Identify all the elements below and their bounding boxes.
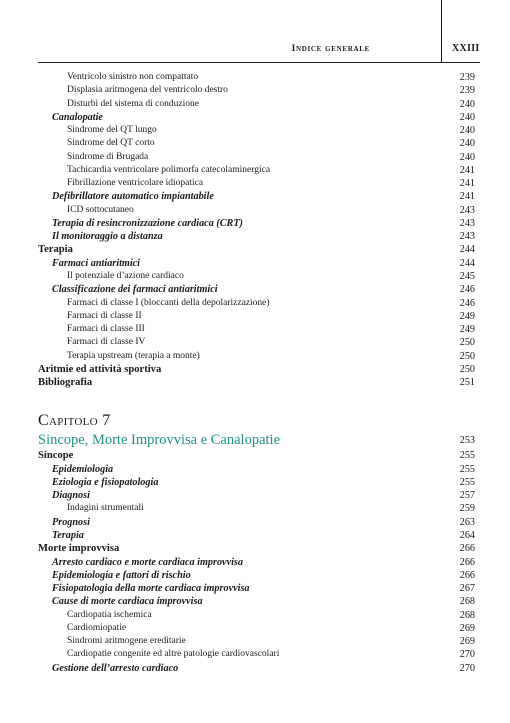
table-of-contents [38,71,475,675]
toc-entry[interactable] [38,257,475,270]
toc-entry-page: 251 [459,377,475,389]
toc-entry-title: Terapia [52,529,84,541]
toc-entry[interactable] [38,476,475,489]
chapter-label: Capitolo 7 [38,412,111,430]
toc-entry[interactable] [38,243,475,256]
toc-entry-title: Cardiomiopatie [67,622,127,633]
toc-entry-page: 240 [459,138,475,150]
toc-entry-title: Terapia di resincronizzazione cardiaca (CRT) [52,217,243,229]
toc-entry-title: Aritmie ed attività sportiva [38,363,162,375]
toc-entry[interactable] [38,609,475,622]
toc-entry[interactable] [38,217,475,230]
toc-entry-page: 267 [459,583,475,595]
toc-entry-page: 240 [459,98,475,110]
toc-entry[interactable] [38,556,475,569]
toc-entry[interactable] [38,204,475,217]
toc-entry-title: Il monitoraggio a distanza [52,231,163,243]
toc-entry-page: 266 [459,569,475,581]
chapter-title: Sincope, Morte Improvvisa e Canalopatie [38,432,281,449]
toc-entry-page: 241 [459,178,475,190]
toc-entry-title: Cardiopatia ischemica [67,609,152,620]
toc-entry-title: Bibliografia [38,377,93,389]
toc-entry-page: 241 [459,191,475,203]
toc-entry-page: 246 [459,297,475,309]
toc-entry-page: 257 [459,490,475,502]
toc-entry-page: 270 [459,649,475,661]
toc-entry-title: Sindrome di Brugada [67,151,149,162]
toc-entry[interactable] [38,137,475,150]
toc-entry-title: Farmaci antiaritmici [52,257,141,269]
toc-entry-title: Epidemiologia e fattori di rischio [52,569,191,581]
toc-entry-title: Sindromi aritmogene ereditarie [67,636,186,647]
toc-entry-title: Disturbi del sistema di conduzione [67,98,199,109]
toc-entry[interactable] [38,111,475,124]
chapter-page: 253 [459,435,475,447]
toc-entry-title: Sincope [38,450,74,462]
toc-entry-title: Tachicardia ventricolare polimorfa catecolaminergica [67,164,271,175]
toc-entry[interactable] [38,502,475,515]
toc-entry-page: 249 [459,310,475,322]
toc-entry-page: 243 [459,204,475,216]
toc-entry[interactable] [38,310,475,323]
toc-entry-title: Cause di morte cardiaca improvvisa [52,596,203,608]
toc-entry[interactable] [38,230,475,243]
toc-entry-page: 239 [459,72,475,83]
toc-entry[interactable] [38,323,475,336]
toc-entry[interactable] [38,595,475,608]
toc-entry-page: 239 [459,85,475,97]
toc-entry-page: 268 [459,609,475,621]
running-head: Indice generale [291,44,370,54]
toc-entry-page: 266 [459,556,475,568]
chapter-title-row[interactable] [38,431,475,449]
toc-entry-title: Diagnosi [52,490,90,502]
toc-entry-page: 255 [459,450,475,462]
toc-entry[interactable] [38,84,475,97]
toc-entry[interactable] [38,71,475,84]
toc-entry-title: ICD sottocutaneo [67,204,134,215]
toc-entry-title: Cardiopatie congenite ed altre patologie cardiovascolari [67,649,280,660]
toc-entry-page: 240 [459,111,475,123]
toc-entry-page: 250 [459,363,475,375]
toc-entry-page: 241 [459,164,475,176]
toc-entry-title: Farmaci di classe II [67,310,142,321]
toc-section-chapter-7 [38,449,475,675]
toc-entry-page: 270 [459,662,475,674]
header-vertical-rule [441,0,442,62]
toc-entry-title: Farmaci di classe III [67,324,145,335]
toc-entry-page: 245 [459,270,475,282]
toc-entry-page: 244 [459,244,475,256]
toc-entry[interactable] [38,582,475,595]
toc-entry-title: Il potenziale d’azione cardiaco [67,270,184,281]
toc-entry-title: Classificazione dei farmaci antiaritmici [52,284,218,296]
toc-entry-title: Defibrillatore automatico impiantabile [52,191,214,203]
toc-entry-title: Epidemiologia [52,463,114,475]
toc-entry[interactable] [38,662,475,675]
toc-entry[interactable] [38,297,475,310]
toc-entry-title: Morte improvvisa [38,543,120,555]
toc-entry-title: Arresto cardiaco e morte cardiaca improvvisa [52,556,243,568]
toc-entry[interactable] [38,151,475,164]
toc-entry-title: Farmaci di classe IV [67,337,146,348]
page-number: XXIII [452,43,480,54]
toc-entry[interactable] [38,569,475,582]
toc-entry-title: Terapia upstream (terapia a monte) [67,350,200,361]
toc-entry-page: 249 [459,324,475,336]
toc-entry-page: 269 [459,636,475,648]
toc-entry-page: 250 [459,337,475,349]
toc-entry[interactable] [38,376,475,389]
toc-entry-page: 244 [459,257,475,269]
toc-entry-title: Sindrome del QT corto [67,138,155,149]
toc-entry-page: 259 [459,503,475,515]
toc-entry-title: Fibrillazione ventricolare idiopatica [67,178,204,189]
toc-entry-title: Terapia [38,244,73,256]
toc-entry-page: 255 [459,463,475,475]
toc-entry[interactable] [38,449,475,462]
toc-entry-title: Eziologia e fisiopatologia [52,476,159,488]
toc-entry-page: 240 [459,125,475,137]
toc-entry[interactable] [38,622,475,635]
toc-entry-title: Ventricolo sinistro non compattato [67,72,199,82]
toc-entry-page: 269 [459,622,475,634]
toc-entry[interactable] [38,350,475,363]
toc-entry[interactable] [38,529,475,542]
chapter-gap [38,389,475,411]
toc-entry-title: Prognosi [52,516,90,528]
toc-entry-page: 243 [459,231,475,243]
toc-entry-page: 243 [459,217,475,229]
toc-entry[interactable] [38,648,475,661]
toc-entry[interactable] [38,463,475,476]
toc-entry-page: 263 [459,516,475,528]
toc-entry[interactable] [38,124,475,137]
toc-entry-page: 264 [459,529,475,541]
toc-entry-title: Sindrome del QT lungo [67,125,157,136]
toc-entry[interactable] [38,542,475,555]
toc-entry-title: Fisiopatologia della morte cardiaca improvvisa [52,583,250,595]
toc-entry[interactable] [38,516,475,529]
toc-entry[interactable] [38,336,475,349]
toc-entry[interactable] [38,98,475,111]
toc-entry-page: 255 [459,476,475,488]
toc-entry[interactable] [38,164,475,177]
toc-entry-title: Farmaci di classe I (bloccanti della depolarizzazione) [67,297,270,308]
toc-section-continued [38,71,475,389]
toc-entry-page: 246 [459,284,475,296]
toc-entry-page: 266 [459,543,475,555]
toc-entry-page: 250 [459,350,475,362]
toc-entry[interactable] [38,190,475,203]
toc-entry-title: Gestione dell’arresto cardiaco [52,662,179,674]
header-horizontal-rule [38,62,480,63]
toc-entry-title: Canalopatie [52,111,103,123]
toc-entry-title: Indagini strumentali [67,503,144,514]
toc-entry[interactable] [38,489,475,502]
toc-entry[interactable] [38,177,475,190]
toc-entry[interactable] [38,270,475,283]
toc-entry-page: 240 [459,151,475,163]
toc-entry[interactable] [38,283,475,296]
toc-entry-title: Displasia aritmogena del ventricolo destro [67,85,228,96]
toc-entry[interactable] [38,635,475,648]
toc-entry[interactable] [38,363,475,376]
toc-entry-page: 268 [459,596,475,608]
